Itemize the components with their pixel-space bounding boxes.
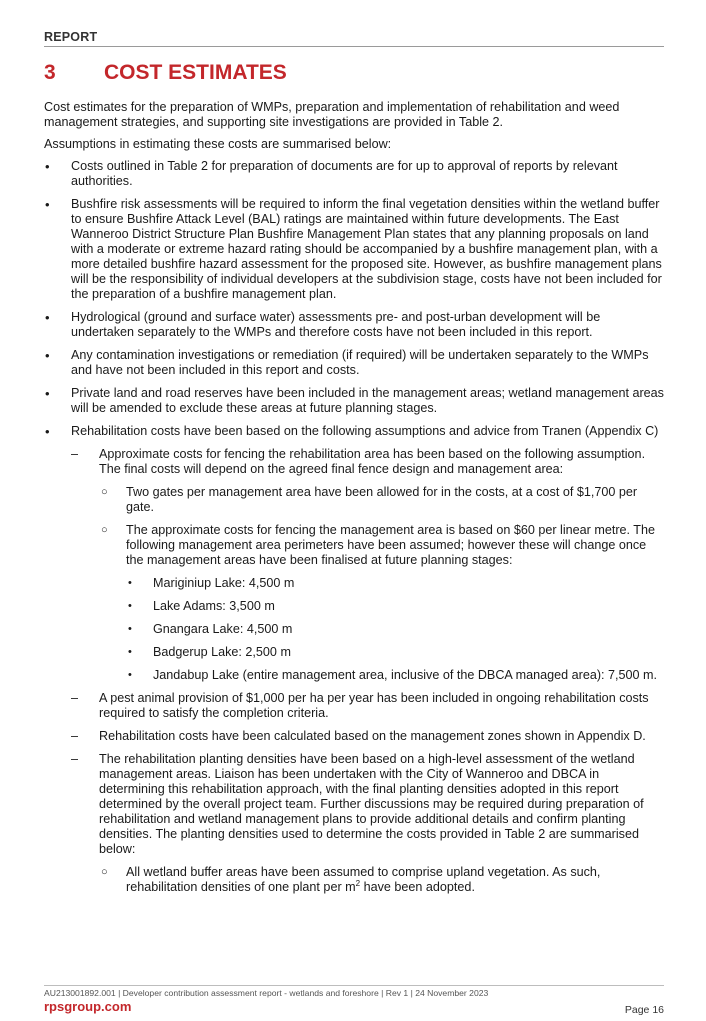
list-item: ○ All wetland buffer areas have been assumed to comprise upland vegetation. As such, rehabilitation densities of one plant per $m^2$ have been adopted. [101,865,601,894]
bullet-icon: • [128,669,132,681]
circle-bullet-icon: ○ [101,486,108,498]
lake-perimeter-list [126,576,664,683]
bullet-icon: • [128,577,132,589]
assumptions-list [44,159,664,895]
list-item: • Gnangara Lake: 4,500 m [128,622,293,636]
list-item: – Rehabilitation costs have been calculated based on the management zones shown in Appendix D. [71,729,646,743]
bullet-icon: • [128,623,132,635]
bullet-icon: • [45,424,50,439]
list-item: • Jandabup Lake (entire management area, inclusive of the DBCA managed area): 7,500 m. [128,668,658,682]
dash-icon: – [71,752,79,766]
bullet-icon: • [45,159,50,174]
footer-document-info: AU213001892.001 | Developer contribution assessment report - wetlands and foreshore | Rev 1 | 24 November 2023 [44,988,489,998]
footer-website-link[interactable]: rpsgroup.com [44,999,132,1014]
page-number: Page 16 [624,1004,664,1016]
list-item: • Hydrological (ground and surface water) assessments pre- and post-urban development will be undertaken separately to the WMPs and therefore costs have not been included in this report. [45,310,601,339]
densities-sublist [99,865,664,895]
bullet-icon: • [45,348,50,363]
body-content [44,100,664,903]
section-title: COST ESTIMATES [104,61,287,84]
list-item: • Private land and road reserves have been included in the management areas; wetland management areas will be amended to exclude these areas at future planning stages. [45,386,664,415]
list-item: • Mariginiup Lake: 4,500 m [128,576,295,590]
list-item: ○ The approximate costs for fencing the management area is based on $60 per linear metre. The following management area perimeters have been assumed; however these will change once the management areas have been finalised at future planning stages: • Mariginiup Lake: 4,500 m • Lake Adams: 3,500 m • Gnangara Lake: 4,500 m • Badgerup Lake: 2,500 m • Jandabup Lake (entire management area, inclusive of the DBCA managed area): 7,500 m. [99,523,664,683]
bullet-icon: • [45,197,50,212]
rehab-assumptions-list [71,447,664,895]
list-item: ○ Two gates per management area have been allowed for in the costs, at a cost of $1,700 per gate. [101,485,638,514]
report-header-label: REPORT [44,30,98,44]
list-item: • Costs outlined in Table 2 for preparation of documents are for up to approval of reports by relevant authorities. [45,159,618,188]
bullet-icon: • [128,646,132,658]
list-item: – Approximate costs for fencing the rehabilitation area has been based on the following assumption. The final costs will depend on the agreed final fence design and management area: ○ Two gates per management area have been allowed for in the costs, at a cost of $1,700 per gate. ○ The approximate costs for fencing the management area is based on $60 per linear metre. The following management area perimeters have been assumed; however these will change once the management areas have been finalised at future planning stages: • Mariginiup Lake: 4,500 m • Lake Adams: 3,500 m • Gnangara Lake: 4,500 m • Badgerup Lake: 2,500 m • Jandabup Lake (entire management area, inclusive of the DBCA managed area): 7,500 m. [71,447,664,683]
list-item: – The rehabilitation planting densities have been based on a high-level assessment of the wetland management areas. Liaison has been undertaken with the City of Wanneroo and DBCA in determining this rehabilitation approach, with the final planting densities adopted in this report determined by the overall project team. Further discussions may be required during preparation of rehabilitation and wetland management plans to provide additional details and confirm planting densities. The planting densities used to determine the costs provided in Table 2 are summarised below: ○ All wetland buffer areas have been assumed to comprise upland vegetation. As such, rehabilitation densities of one plant per $m^2$ have been adopted. [71,752,664,895]
circle-bullet-icon: ○ [101,866,108,878]
section-heading [44,61,287,85]
dash-icon: – [71,447,79,461]
list-item: • Badgerup Lake: 2,500 m [128,645,291,659]
dash-icon: – [71,729,79,743]
bullet-icon: • [128,600,132,612]
footer-divider [44,985,664,986]
bullet-icon: • [45,310,50,325]
list-item: • Bushfire risk assessments will be required to inform the final vegetation densities within the wetland buffer to ensure Bushfire Attack Level (BAL) ratings are maintained within future developments. The East Wanneroo District Structure Plan Bushfire Management Plan states that any planning proposals on land with a moderate or extreme hazard rating should be accompanied by a bushfire management plan, with a more detailed bushfire hazard assessment for the proposed site. However, as bushfire management plans will be the responsibility of individual developers at the subdivision stage, costs have not been included for the preparation of a bushfire management plan. [45,197,662,301]
list-item: – A pest animal provision of $1,000 per ha per year has been included in ongoing rehabilitation costs required to satisfy the completion criteria. [71,691,649,720]
list-item: • Lake Adams: 3,500 m [128,599,275,613]
bullet-icon: • [45,386,50,401]
fencing-sublist [99,485,664,683]
circle-bullet-icon: ○ [101,524,108,536]
header-divider [44,46,664,47]
list-item: • Any contamination investigations or remediation (if required) will be undertaken separately to the WMPs and have not been included in this report and costs. [45,348,649,377]
dash-icon: – [71,691,79,705]
intro-paragraph: Cost estimates for the preparation of WMPs, preparation and implementation of rehabilitation and weed management strategies, and supporting site investigations are provided in Table 2. [44,100,620,129]
list-item: • Rehabilitation costs have been based on the following assumptions and advice from Tranen (Appendix C) – Approximate costs for fencing the rehabilitation area has been based on the following assumption. The final costs will depend on the agreed final fence design and management area: ○ Two gates per management area have been allowed for in the costs, at a cost of $1,700 per gate. ○ The approximate costs for fencing the management area is based on $60 per linear metre. The following management area perimeters have been assumed; however these will change once the management areas have been finalised at future planning stages: • Mariginiup Lake: 4,500 m • Lake Adams: 3,500 m • Gnangara Lake: 4,500 m • Badgerup Lake: 2,500 m • Jandabup Lake (entire management area, inclusive of the DBCA managed area): 7,500 m. – A pest animal provision of $1,000 per ha per year has been included in ongoing rehabilitation costs required to satisfy the completion criteria. – Rehabilitation costs have been calculated based on the management zones shown in Appendix D. – The rehabilitation planting densities have been based on a high-level assessment of the wetland management areas. Liaison has been undertaken with the City of Wanneroo and DBCA in determining this rehabilitation approach, with the final planting densities adopted in this report determined by the overall project team. Further discussions may be required during preparation of rehabilitation and wetland management plans to provide additional details and confirm planting densities. The planting densities used to determine the costs provided in Table 2 are summarised below: ○ All wetland buffer areas have been assumed to comprise upland vegetation. As such, rehabilitation densities of one plant per $m^2$ have been adopted. [44,424,664,895]
section-number: 3 [44,61,56,84]
assumptions-intro: Assumptions in estimating these costs are summarised below: [44,137,392,151]
